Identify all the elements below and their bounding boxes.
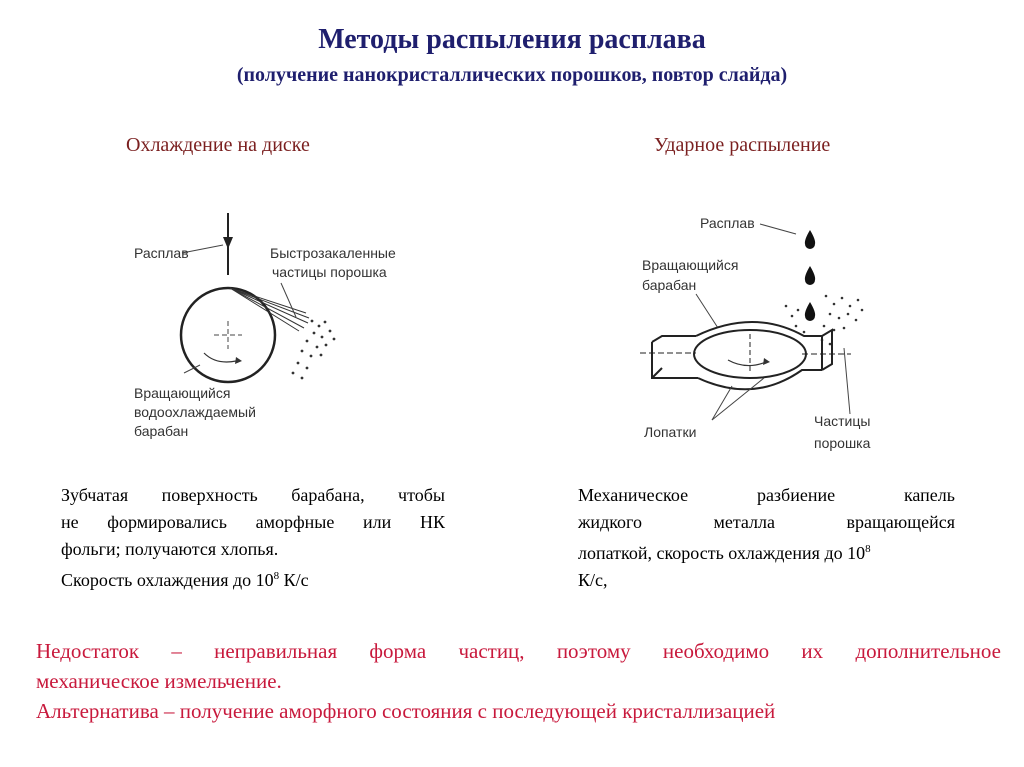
- right-desc-line-1: Механическое разбиение капель: [578, 485, 955, 505]
- right-label-particles-1: Частицы: [814, 413, 871, 429]
- conclusion-line-2: механическое измельчение.: [36, 669, 282, 693]
- drum-pointer: [696, 294, 718, 328]
- left-desc-line-1: Зубчатая поверхность барабана, чтобы: [61, 485, 445, 505]
- left-label-drum-2: водоохлаждаемый: [134, 404, 256, 420]
- right-label-drum-1: Вращающийся: [642, 257, 739, 273]
- left-desc-line-3: фольги; получаются хлопья.: [61, 539, 279, 559]
- left-label-drum-1: Вращающийся: [134, 385, 231, 401]
- melt-pointer: [760, 224, 796, 234]
- right-desc-line-3: лопаткой, скорость охлаждения до $10^8$: [578, 543, 871, 563]
- impact-atomization-diagram: [636, 208, 896, 458]
- right-desc-line-2: жидкого металла вращающейся: [578, 512, 955, 532]
- conclusion-line-1: Недостаток – неправильная форма частиц, поэтому необходимо их дополнительное: [36, 639, 1001, 663]
- rotation-arrow-icon: [728, 360, 766, 366]
- right-label-melt: Расплав: [700, 215, 755, 231]
- left-description: [61, 482, 445, 594]
- left-label-melt: Расплав: [134, 245, 189, 261]
- left-label-quenched-2: частицы порошка: [272, 264, 387, 280]
- left-heading: Охлаждение на диске: [126, 134, 310, 156]
- blades-pointer-1: [712, 386, 732, 420]
- right-desc-line-4: К/с,: [578, 570, 608, 590]
- blades-pointer-2: [712, 378, 764, 420]
- particles-pointer: [844, 348, 850, 414]
- particle-jet-lines: [230, 288, 309, 331]
- slide-title: Методы распыления расплава: [318, 24, 706, 55]
- right-label-drum-2: барабан: [642, 277, 697, 293]
- powder-particles: [785, 295, 864, 346]
- melt-droplets: [805, 230, 815, 321]
- conclusion-line-3: Альтернатива – получение аморфного состояния с последующей кристаллизацией: [36, 699, 776, 723]
- rotating-blade: [640, 322, 851, 389]
- slide-subtitle: (получение нанокристаллических порошков, повтор слайда): [236, 64, 788, 86]
- left-desc-line-2: не формировались аморфные или НК: [61, 512, 445, 532]
- melt-arrow-icon: [223, 237, 233, 249]
- right-description: [578, 482, 955, 594]
- conclusion-text: [36, 636, 1001, 726]
- right-label-particles-2: порошка: [814, 435, 871, 451]
- right-heading: Ударное распыление: [654, 134, 831, 156]
- rotation-arrow-icon: [204, 353, 236, 362]
- left-desc-line-4: Скорость охлаждения до $10^8$ К/с: [61, 570, 309, 590]
- left-label-drum-3: барабан: [134, 423, 189, 439]
- powder-particles: [292, 320, 336, 380]
- right-label-blades: Лопатки: [644, 424, 697, 440]
- disk-cooling-diagram: [126, 205, 416, 450]
- left-label-quenched-1: Быстрозакаленные: [270, 245, 396, 261]
